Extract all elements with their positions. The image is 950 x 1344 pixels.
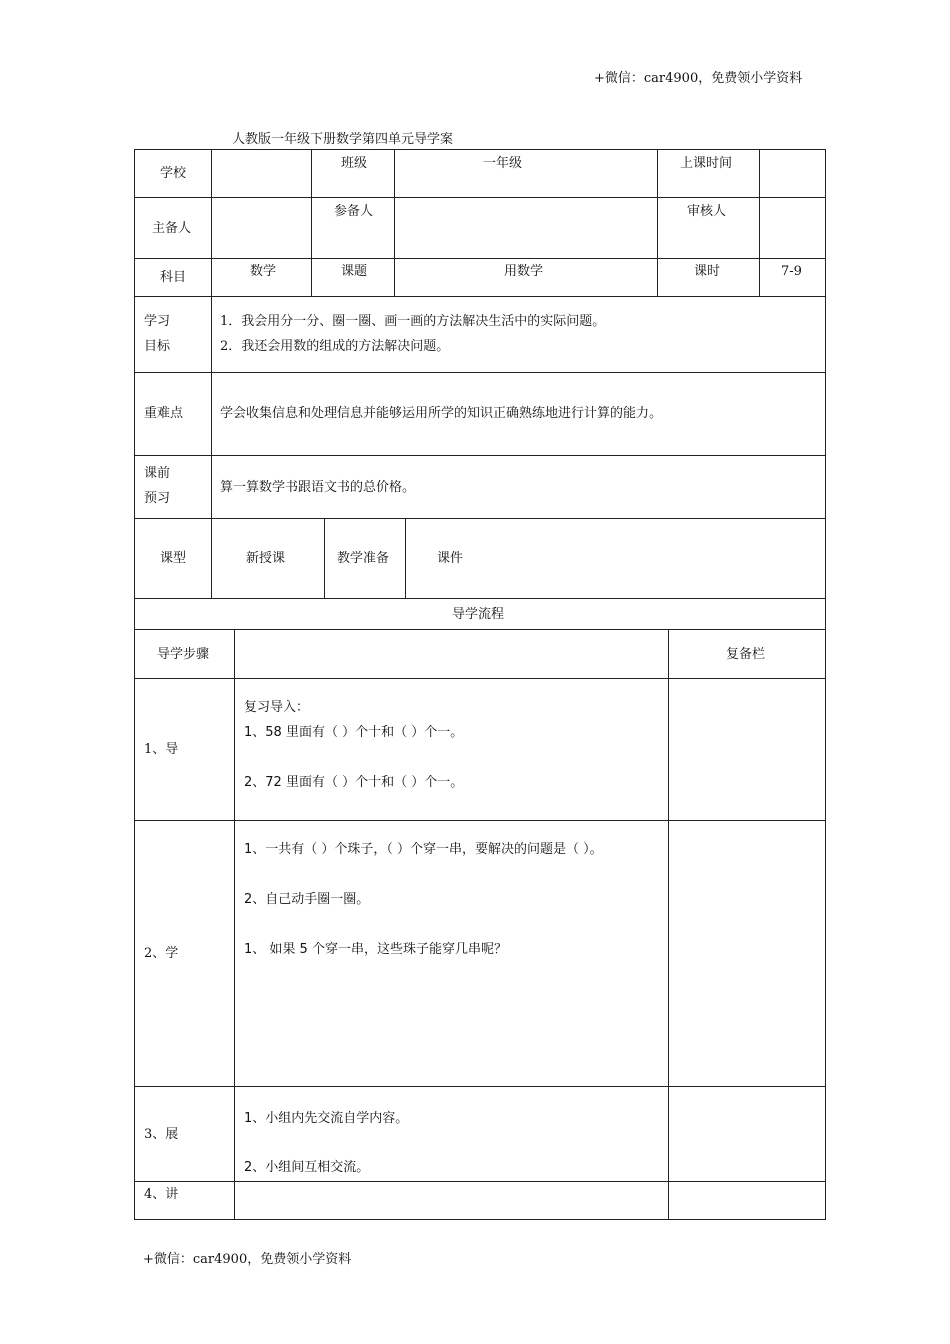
preview-label-line2: 预习 (144, 491, 171, 506)
class-label: 班级 (341, 156, 368, 171)
school-label: 学校 (160, 166, 187, 181)
key-points-text: 学会收集信息和处理信息并能够运用所学的知识正确熟练地进行计算的能力。 (220, 406, 663, 421)
topic-value: 用数学 (504, 264, 544, 279)
flow-title: 导学流程 (452, 607, 505, 622)
step-name: 2、学 (144, 946, 179, 961)
flow-review-column-header: 复备栏 (726, 647, 766, 662)
lesson-type-value: 新授课 (246, 551, 286, 566)
step-question: 2、自己动手圈一圈。 (244, 892, 370, 907)
flow-table (134, 598, 826, 1220)
flow-step-column-header: 导学步骤 (157, 647, 210, 662)
step-heading: 复习导入： (244, 700, 310, 715)
step-question: 1、58 里面有（ ）个十和（ ）个一。 (244, 725, 464, 740)
goal-item-2: 2．我还会用数的组成的方法解决问题。 (220, 339, 450, 354)
step-name: 1、导 (144, 742, 179, 757)
teaching-prep-value: 课件 (437, 551, 464, 566)
reviewer-label: 审核人 (687, 204, 727, 219)
class-value: 一年级 (483, 156, 523, 171)
goal-item-1: 1．我会用分一分、圈一圈、画一画的方法解决生活中的实际问题。 (220, 314, 606, 329)
class-time-label: 上课时间 (680, 156, 733, 171)
topic-label: 课题 (341, 264, 368, 279)
step-question: 2、小组间互相交流。 (244, 1160, 370, 1175)
subject-value: 数学 (250, 264, 277, 279)
step-question: 2、72 里面有（ ）个十和（ ）个一。 (244, 775, 464, 790)
preview-label-line1: 课前 (144, 466, 171, 481)
document-title: 人教版一年级下册数学第四单元导学案 (232, 132, 454, 147)
preview-text: 算一算数学书跟语文书的总价格。 (220, 480, 416, 495)
footer-watermark-note: +微信：car4900，免费领小学资料 (143, 1252, 352, 1267)
subject-label: 科目 (160, 270, 187, 285)
participants-label: 参备人 (334, 204, 374, 219)
period-label: 课时 (694, 264, 721, 279)
lesson-type-label: 课型 (160, 551, 187, 566)
teaching-prep-label: 教学准备 (337, 551, 390, 566)
lead-preparer-label: 主备人 (152, 221, 192, 236)
goals-label-line1: 学习 (144, 314, 171, 329)
goals-label-line2: 目标 (144, 339, 171, 354)
step-question: 1、小组内先交流自学内容。 (244, 1111, 409, 1126)
key-points-label: 重难点 (144, 406, 184, 421)
header-watermark-note: +微信：car4900，免费领小学资料 (594, 71, 803, 86)
step-name: 4、讲 (144, 1187, 179, 1202)
step-question: 1、 如果 5 个穿一串，这些珠子能穿几串呢？ (244, 942, 507, 957)
period-value: 7-9 (781, 264, 802, 279)
step-question: 1、一共有（ ）个珠子，（ ）个穿一串，要解决的问题是（ ）。 (244, 842, 603, 857)
step-name: 3、展 (144, 1127, 179, 1142)
